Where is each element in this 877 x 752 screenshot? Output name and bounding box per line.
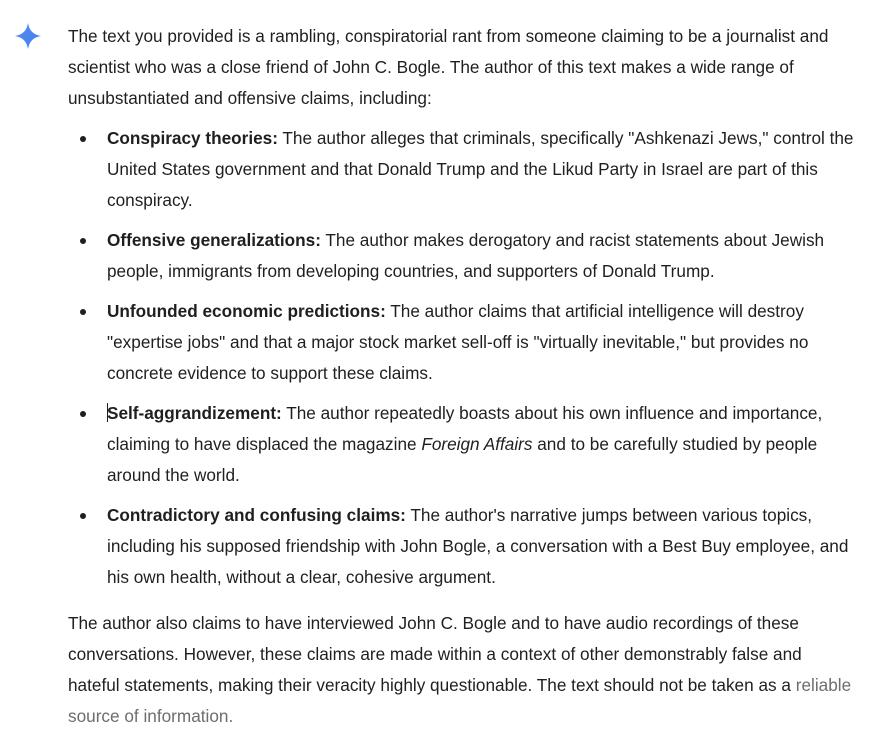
closing-paragraph <box>68 608 858 732</box>
sparkle-icon <box>14 22 42 50</box>
list-item <box>68 500 858 593</box>
intro-paragraph: The text you provided is a rambling, conspiratorial rant from someone claiming to be a journalist and scientist who was a close friend of John C. Bogle. The author of this text makes a wide range of unsubstantiated and offensive claims, including: <box>68 26 829 108</box>
bullet-term: Offensive generalizations: <box>107 230 321 250</box>
bullet-text: The author repeatedly boasts about his own influence and importance, claiming to have displaced the magazine <box>107 403 823 454</box>
bullet-text: The author's narrative jumps between various topics, including his supposed friendship with John Bogle, a conversation with a Best Buy employee, and his own health, without a clear, cohesive argument. <box>107 505 849 587</box>
magazine-title: Foreign Affairs <box>421 434 533 454</box>
bullet-term: Self-aggrandizement: <box>107 403 282 423</box>
closing-text: The author also claims to have interviewed John C. Bogle and to have audio recordings of these conversations. However, these claims are made within a context of other demonstrably false and hateful statements, making their veracity highly questionable. The text should not be taken as a <box>68 613 802 695</box>
list-item <box>68 398 858 491</box>
list-item <box>68 296 858 389</box>
claims-list <box>68 123 858 593</box>
list-item <box>68 225 858 287</box>
assistant-response <box>68 21 858 732</box>
bullet-text: The author claims that artificial intelligence will destroy "expertise jobs" and that a major stock market sell-off is "virtually inevitable," but provides no concrete evidence to support these claims. <box>107 301 809 383</box>
bullet-text: The author makes derogatory and racist statements about Jewish people, immigrants from developing countries, and supporters of Donald Trump. <box>107 230 825 281</box>
closing-faded-text: reliable source of information. <box>68 675 852 726</box>
bullet-term: Unfounded economic predictions: <box>107 301 386 321</box>
bullet-text-continued: and to be carefully studied by people around the world. <box>107 434 818 485</box>
list-item <box>68 123 858 216</box>
bullet-text: The author alleges that criminals, specifically "Ashkenazi Jews," control the United States government and that Donald Trump and the Likud Party in Israel are part of this conspiracy. <box>107 128 854 210</box>
bullet-term: Contradictory and confusing claims: <box>107 505 406 525</box>
bullet-term: Conspiracy theories: <box>107 128 278 148</box>
